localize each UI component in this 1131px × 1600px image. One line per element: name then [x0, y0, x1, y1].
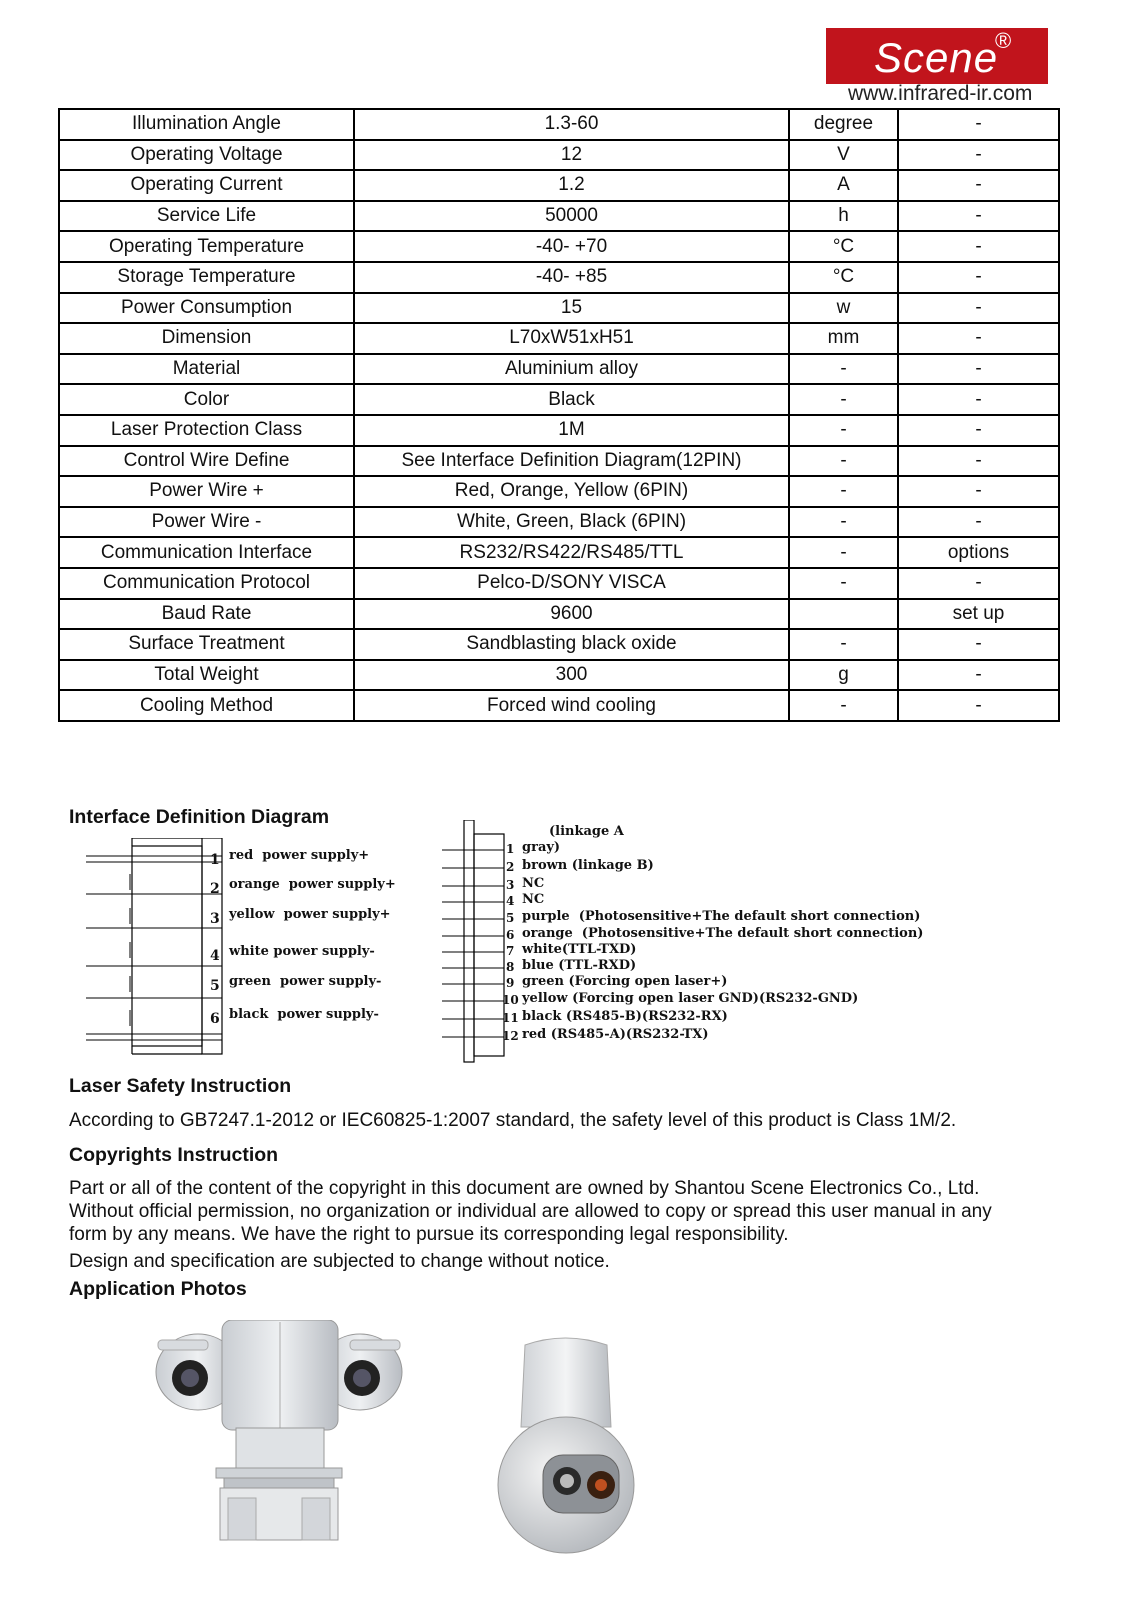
control-pin-label: NC	[522, 876, 545, 891]
spec-value: 15	[354, 293, 789, 324]
control-pin-number: 6	[506, 928, 515, 942]
spec-row	[59, 170, 1059, 201]
spec-note: -	[898, 140, 1059, 171]
spec-unit: A	[789, 170, 898, 201]
spec-value: Aluminium alloy	[354, 354, 789, 385]
control-pin-label: yellow (Forcing open laser GND)(RS232-GND)	[522, 991, 859, 1006]
control-pin-label: red (RS485-A)(RS232-TX)	[522, 1027, 709, 1042]
spec-row	[59, 629, 1059, 660]
spec-row	[59, 231, 1059, 262]
spec-unit: -	[789, 629, 898, 660]
control-pin-number: 5	[506, 911, 515, 925]
ptz-dome-camera-photo	[495, 1335, 655, 1565]
spec-value: Red, Orange, Yellow (6PIN)	[354, 476, 789, 507]
control-pin-number: 10	[502, 993, 519, 1007]
spec-note: -	[898, 109, 1059, 140]
interface-title: Interface Definition Diagram	[69, 806, 330, 828]
spec-note: -	[898, 354, 1059, 385]
spec-row	[59, 262, 1059, 293]
spec-value: -40- +85	[354, 262, 789, 293]
control-pin-number: 9	[506, 976, 515, 990]
spec-unit: w	[789, 293, 898, 324]
spec-row	[59, 384, 1059, 415]
power-pin-label: white power supply-	[229, 944, 375, 959]
control-pin-label: black (RS485-B)(RS232-RX)	[522, 1009, 728, 1024]
copyright-title: Copyrights Instruction	[69, 1144, 279, 1166]
spec-note: -	[898, 690, 1059, 721]
power-pin-label: red power supply+	[229, 848, 370, 863]
control-pin-label: purple (Photosensitive+The default short connection)	[522, 909, 921, 924]
spec-name: Baud Rate	[59, 599, 354, 630]
power-pin-number: 6	[210, 1011, 220, 1027]
spec-name: Material	[59, 354, 354, 385]
photos-title: Application Photos	[69, 1278, 247, 1300]
spec-unit: °C	[789, 231, 898, 262]
spec-unit: -	[789, 476, 898, 507]
power-pin-number: 5	[210, 978, 220, 994]
control-pin-number: 11	[502, 1011, 519, 1025]
spec-value: Sandblasting black oxide	[354, 629, 789, 660]
spec-unit: mm	[789, 323, 898, 354]
spec-unit: -	[789, 384, 898, 415]
spec-unit: -	[789, 354, 898, 385]
power-pin-number: 4	[210, 948, 220, 964]
spec-row	[59, 599, 1059, 630]
spec-unit: -	[789, 690, 898, 721]
spec-note: set up	[898, 599, 1059, 630]
spec-note: -	[898, 476, 1059, 507]
spec-name: Operating Voltage	[59, 140, 354, 171]
control-pin-number: 4	[506, 894, 515, 908]
spec-value: Black	[354, 384, 789, 415]
power-pin-number: 2	[210, 881, 220, 897]
spec-name: Total Weight	[59, 660, 354, 691]
spec-row	[59, 476, 1059, 507]
spec-name: Cooling Method	[59, 690, 354, 721]
spec-note: -	[898, 293, 1059, 324]
spec-value: 300	[354, 660, 789, 691]
spec-row	[59, 140, 1059, 171]
spec-note: -	[898, 231, 1059, 262]
spec-value: L70xW51xH51	[354, 323, 789, 354]
control-pin-label: NC	[522, 892, 545, 907]
spec-note: -	[898, 415, 1059, 446]
spec-note: -	[898, 170, 1059, 201]
control-pin-label: gray)	[522, 840, 561, 855]
spec-row	[59, 293, 1059, 324]
power-pin-number: 1	[210, 852, 220, 868]
spec-value: White, Green, Black (6PIN)	[354, 507, 789, 538]
spec-row	[59, 660, 1059, 691]
spec-note: -	[898, 384, 1059, 415]
spec-row	[59, 446, 1059, 477]
spec-value: See Interface Definition Diagram(12PIN)	[354, 446, 789, 477]
control-header: (linkage A	[549, 824, 624, 839]
spec-name: Storage Temperature	[59, 262, 354, 293]
control-pin-label: green (Forcing open laser+)	[522, 974, 728, 989]
power-pin-number: 3	[210, 911, 220, 927]
control-pin-number: 8	[506, 960, 515, 974]
brand-logo	[826, 28, 1048, 84]
spec-name: Laser Protection Class	[59, 415, 354, 446]
spec-value: 9600	[354, 599, 789, 630]
power-pin-label: black power supply-	[229, 1007, 379, 1022]
spec-note: -	[898, 446, 1059, 477]
spec-note: -	[898, 262, 1059, 293]
spec-note: -	[898, 323, 1059, 354]
spec-note: -	[898, 568, 1059, 599]
spec-row	[59, 109, 1059, 140]
spec-unit: h	[789, 201, 898, 232]
laser-title: Laser Safety Instruction	[69, 1075, 292, 1097]
copyright-line-1: Part or all of the content of the copyright in this document are owned by Shantou Scene Electronics Co., Ltd.	[69, 1178, 980, 1199]
copyright-line-3: form by any means. We have the right to pursue its corresponding legal responsibility.	[69, 1224, 789, 1245]
spec-row	[59, 201, 1059, 232]
spec-unit: -	[789, 446, 898, 477]
laser-text: According to GB7247.1-2012 or IEC60825-1:2007 standard, the safety level of this product is Class 1M/2.	[69, 1110, 957, 1131]
power-pin-label: green power supply-	[229, 974, 382, 989]
spec-value: 1M	[354, 415, 789, 446]
spec-unit: -	[789, 537, 898, 568]
spec-name: Operating Temperature	[59, 231, 354, 262]
spec-note: -	[898, 201, 1059, 232]
spec-value: RS232/RS422/RS485/TTL	[354, 537, 789, 568]
spec-name: Illumination Angle	[59, 109, 354, 140]
spec-value: Pelco-D/SONY VISCA	[354, 568, 789, 599]
control-pin-label: orange (Photosensitive+The default short connection)	[522, 926, 924, 941]
control-pin-label: blue (TTL-RXD)	[522, 958, 637, 973]
spec-row	[59, 415, 1059, 446]
spec-row	[59, 323, 1059, 354]
copyright-line-2: Without official permission, no organization or individual are allowed to copy or spread this user manual in any	[69, 1201, 992, 1222]
spec-unit: -	[789, 415, 898, 446]
spec-name: Power Wire +	[59, 476, 354, 507]
spec-unit	[789, 599, 898, 630]
spec-row	[59, 568, 1059, 599]
spec-table	[58, 108, 1060, 722]
spec-name: Communication Protocol	[59, 568, 354, 599]
control-pin-number: 2	[506, 860, 515, 874]
spec-value: 1.3-60	[354, 109, 789, 140]
brand-url: www.infrared-ir.com	[848, 82, 1033, 105]
spec-note: -	[898, 660, 1059, 691]
spec-row	[59, 690, 1059, 721]
spec-value: 1.2	[354, 170, 789, 201]
spec-note: options	[898, 537, 1059, 568]
power-pin-label: orange power supply+	[229, 877, 396, 892]
brand-name: Scene	[874, 34, 999, 81]
ptz-dual-camera-photo	[150, 1320, 410, 1545]
spec-name: Control Wire Define	[59, 446, 354, 477]
spec-row	[59, 507, 1059, 538]
control-pin-number: 12	[502, 1029, 519, 1043]
control-pin-number: 3	[506, 878, 515, 892]
spec-unit: -	[789, 507, 898, 538]
spec-value: Forced wind cooling	[354, 690, 789, 721]
spec-unit: g	[789, 660, 898, 691]
registered-mark: ®	[995, 28, 1012, 53]
control-pin-number: 1	[506, 842, 515, 856]
spec-note: -	[898, 507, 1059, 538]
spec-name: Surface Treatment	[59, 629, 354, 660]
spec-name: Power Consumption	[59, 293, 354, 324]
power-pin-label: yellow power supply+	[229, 907, 391, 922]
spec-value: -40- +70	[354, 231, 789, 262]
spec-name: Color	[59, 384, 354, 415]
spec-value: 12	[354, 140, 789, 171]
spec-name: Operating Current	[59, 170, 354, 201]
spec-row	[59, 354, 1059, 385]
spec-value: 50000	[354, 201, 789, 232]
spec-unit: degree	[789, 109, 898, 140]
spec-name: Power Wire -	[59, 507, 354, 538]
control-pin-number: 7	[506, 944, 515, 958]
copyright-line-4: Design and specification are subjected to change without notice.	[69, 1251, 610, 1272]
spec-unit: -	[789, 568, 898, 599]
spec-row	[59, 537, 1059, 568]
control-pin-label: white(TTL-TXD)	[522, 942, 637, 957]
spec-note: -	[898, 629, 1059, 660]
control-pin-label: brown (linkage B)	[522, 858, 654, 873]
spec-unit: V	[789, 140, 898, 171]
spec-name: Communication Interface	[59, 537, 354, 568]
spec-unit: °C	[789, 262, 898, 293]
spec-name: Service Life	[59, 201, 354, 232]
spec-name: Dimension	[59, 323, 354, 354]
